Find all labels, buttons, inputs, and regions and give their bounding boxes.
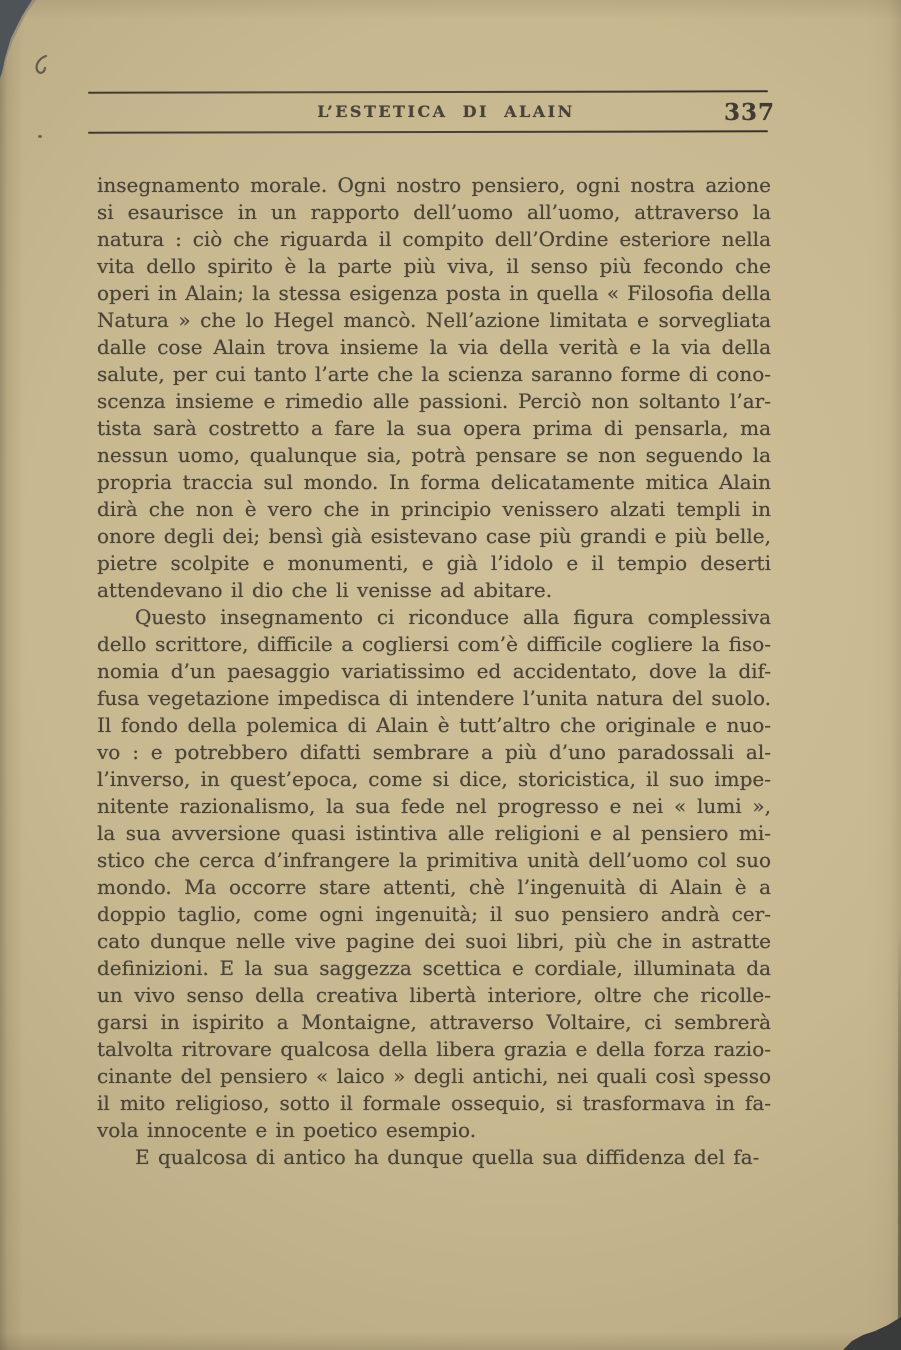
- text-line: vo : e potrebbero difatti sembrare a più d’uno paradossali al-: [97, 740, 771, 764]
- ink-squiggle-icon: [33, 53, 51, 77]
- text-line: si esaurisce in un rapporto dell’uomo all’uomo, attraverso la: [97, 200, 771, 224]
- text-line: attendevano il dio che li venisse ad abitare.: [97, 578, 553, 602]
- text-line: l’inverso, in quest’epoca, come si dice, storicistica, il suo impe-: [97, 767, 771, 791]
- text-line: stico che cerca d’infrangere la primitiva unità dell’uomo col suo: [97, 848, 771, 872]
- text-line: pietre scolpite e monumenti, e già l’idolo e il tempio deserti: [97, 551, 771, 575]
- text-line: il mito religioso, sotto il formale ossequio, si trasformava in fa-: [97, 1091, 771, 1115]
- text-line: insegnamento morale. Ogni nostro pensiero, ogni nostra azione: [97, 173, 771, 197]
- text-line: Il fondo della polemica di Alain è tutt’altro che originale e nuo-: [97, 713, 771, 737]
- text-line: tista sarà costretto a fare la sua opera prima di pensarla, ma: [97, 416, 771, 440]
- dark-corner-shadow-icon: [839, 1310, 901, 1350]
- text-line: un vivo senso della creativa libertà interiore, oltre che ricolle-: [97, 983, 771, 1007]
- text-line: la sua avversione quasi istintiva alle religioni e al pensiero mi-: [97, 821, 771, 845]
- text-line: propria traccia sul mondo. In forma delicatamente mitica Alain: [97, 470, 771, 494]
- text-line: dello scrittore, difficile a cogliersi com’è difficile cogliere la fiso-: [97, 632, 771, 656]
- text-line: operi in Alain; la stessa esigenza posta in quella « Filosofia della: [97, 281, 771, 305]
- text-line: definizioni. E la sua saggezza scettica e cordiale, illuminata da: [97, 956, 771, 980]
- text-line: Questo insegnamento ci riconduce alla figura complessiva: [135, 605, 771, 629]
- text-line: dalle cose Alain trova insieme la via della verità e la via della: [97, 335, 771, 359]
- text-line: E qualcosa di antico ha dunque quella sua diffidenza del fa-: [135, 1145, 760, 1169]
- text-line: cinante del pensiero « laico » degli antichi, nei quali così spesso: [97, 1064, 771, 1088]
- text-line: vita dello spirito è la parte più viva, il senso più fecondo che: [97, 254, 771, 278]
- paper-speck: [38, 135, 42, 138]
- text-line: garsi in ispirito a Montaigne, attraverso Voltaire, ci sembrerà: [97, 1010, 771, 1034]
- text-line: nomia d’un paesaggio variatissimo ed accidentato, dove la dif-: [97, 659, 771, 683]
- header-rule-bottom: [88, 130, 768, 133]
- header-rule-top: [88, 90, 768, 93]
- text-line: talvolta ritrovare qualcosa della libera grazia e della forza razio-: [97, 1037, 771, 1061]
- text-line: mondo. Ma occorre stare attenti, chè l’ingenuità di Alain è a: [97, 875, 771, 899]
- text-line: natura : ciò che riguarda il compito dell’Ordine esteriore nella: [97, 227, 771, 251]
- page-number: 337: [724, 99, 776, 126]
- text-line: salute, per cui tanto l’arte che la scienza saranno forme di cono-: [97, 362, 771, 386]
- text-line: vola innocente e in poetico esempio.: [97, 1118, 477, 1142]
- text-line: nitente razionalismo, la sua fede nel progresso e nei « lumi »,: [97, 794, 771, 818]
- running-head-title: L’ESTETICA DI ALAIN: [317, 102, 575, 121]
- text-line: fusa vegetazione impedisca di intendere l’unita natura del suolo.: [97, 686, 771, 710]
- text-line: scenza insieme e rimedio alle passioni. Perciò non soltanto l’ar-: [97, 389, 771, 413]
- text-line: cato dunque nelle vive pagine dei suoi libri, più che in astratte: [97, 929, 771, 953]
- text-line: onore degli dei; bensì già esistevano case più grandi e più belle,: [97, 524, 771, 548]
- text-line: Natura » che lo Hegel mancò. Nell’azione limitata e sorvegliata: [97, 308, 771, 332]
- text-line: dirà che non è vero che in principio venissero alzati templi in: [97, 497, 771, 521]
- text-line: doppio taglio, come ogni ingenuità; il suo pensiero andrà cer-: [97, 902, 771, 926]
- text-line: nessun uomo, qualunque sia, potrà pensare se non seguendo la: [97, 443, 771, 467]
- text-block: [97, 172, 771, 1171]
